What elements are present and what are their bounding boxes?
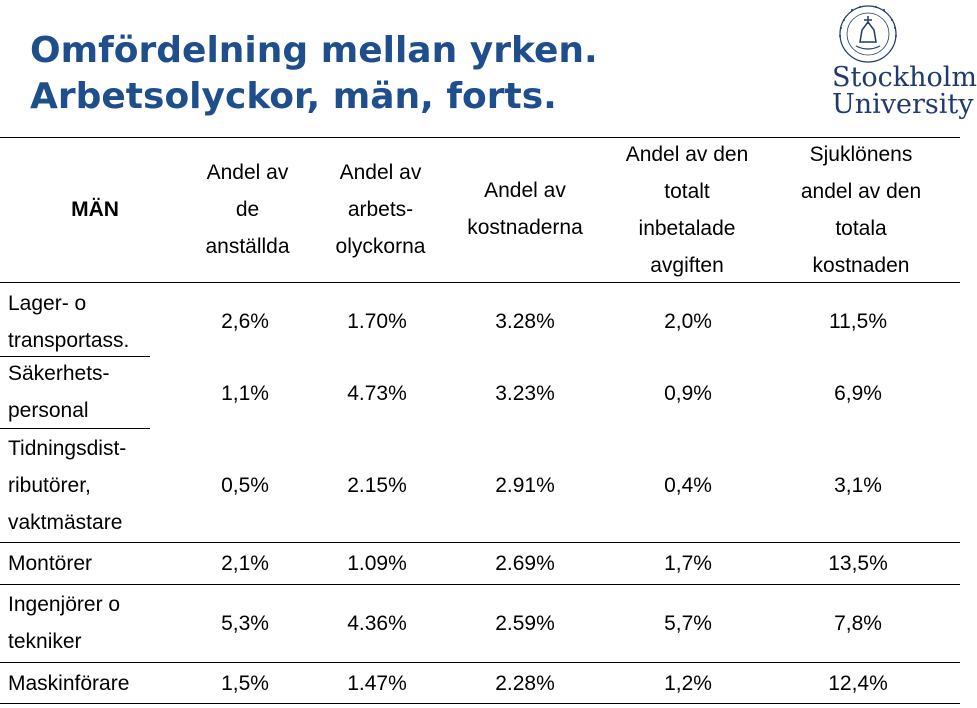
row-rule [0,584,960,585]
cell: 2,0% [664,310,712,333]
university-logo-text [832,62,977,120]
row-label-maskinforare: Maskinförare [8,672,130,695]
cell: 4.36% [347,612,407,635]
column-header-3: Andel av kostnaderna [467,179,583,239]
cell: 0,4% [664,474,712,497]
cell: 12,4% [828,672,888,695]
cell: 1,5% [221,672,269,695]
row-label-ingenjorer: Ingenjörer o tekniker [8,593,121,653]
table-bottom-rule [0,703,960,704]
header-top-rule [0,137,960,138]
cell: 3.28% [495,310,555,333]
cell: 1,1% [221,382,269,405]
slide-title [30,28,598,120]
cell: 1.09% [347,552,407,575]
row-rule [0,428,150,429]
cell: 4.73% [347,382,407,405]
cell: 5,3% [221,612,269,635]
cell: 2.28% [495,672,555,695]
cell: 2.91% [495,474,555,497]
cell: 0,9% [664,382,712,405]
header-bottom-rule [0,282,960,283]
title-line-2: Arbetsolyckor, män, forts. [30,76,557,117]
cell: 2.15% [347,474,407,497]
cell: 1.70% [347,310,407,333]
cell: 0,5% [221,474,269,497]
column-header-2: Andel av arbets- olyckorna [335,161,426,258]
cell: 1.47% [347,672,407,695]
row-label-lager: Lager- o transportass. [8,292,130,352]
title-line-1: Omfördelning mellan yrken. [30,30,598,71]
cell: 6,9% [834,382,882,405]
cell: 5,7% [664,612,712,635]
cell: 13,5% [828,552,888,575]
row-label-sakerhet: Säkerhets- personal [8,362,110,422]
column-header-4: Andel av den totalt inbetalade avgiften [625,143,749,277]
cell: 3,1% [834,474,882,497]
cell: 3.23% [495,382,555,405]
column-header-5: Sjuklönens andel av den totala kostnaden [800,143,922,277]
row-label-montorer: Montörer [8,552,93,575]
cell: 2.59% [495,612,555,635]
row-label-tidning: Tidningsdist- ributörer, vaktmästare [8,437,127,534]
cell: 11,5% [829,310,887,333]
cell: 1,2% [664,672,712,695]
column-header-1: Andel av de anställda [205,161,290,258]
row-rule [0,662,960,663]
cell: 2.69% [495,552,555,575]
logo-line-2: University [832,89,974,120]
cell: 7,8% [834,612,882,635]
cell: 2,1% [221,552,269,575]
cell: 1,7% [664,552,712,575]
cell: 2,6% [221,310,269,333]
logo-line-1: Stockholm [832,62,977,93]
corner-label: MÄN [71,198,119,221]
row-rule [0,542,960,543]
